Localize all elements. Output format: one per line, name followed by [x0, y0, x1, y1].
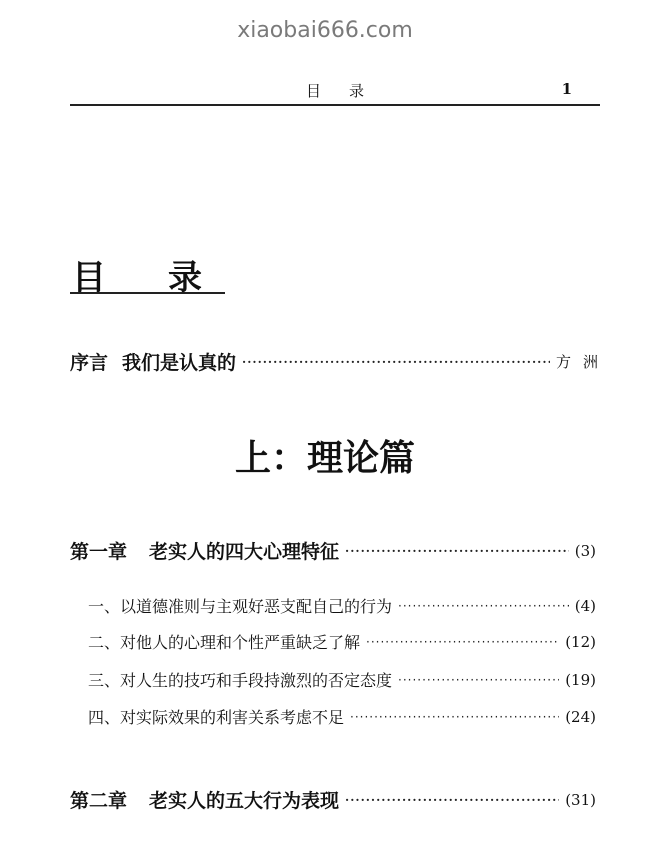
leader-dots	[242, 355, 550, 369]
chapter-page: (3)	[574, 541, 596, 560]
section-title: 四、对实际效果的利害关系考虑不足	[88, 708, 345, 727]
section-title: 三、对人生的技巧和手段持激烈的否定态度	[88, 671, 393, 690]
toc-entry-preface[interactable]	[70, 348, 610, 375]
part-title: 上：理论篇	[234, 438, 415, 479]
toc-heading: 目录	[72, 258, 264, 298]
section-page: (12)	[565, 632, 596, 651]
running-header-title: 目录	[305, 82, 392, 100]
preface-label: 序言	[70, 352, 109, 374]
section-page: (24)	[565, 707, 596, 726]
leader-dots	[350, 710, 559, 724]
leader-dots	[345, 544, 569, 558]
leader-dots	[366, 635, 559, 649]
toc-entry-section-4[interactable]	[88, 705, 596, 728]
chapter-label: 第一章	[70, 541, 128, 563]
chapter-label: 第二章	[70, 790, 128, 812]
watermark: xiaobai666.com	[237, 18, 413, 43]
section-page: (4)	[574, 596, 596, 615]
page-number: 1	[561, 80, 572, 98]
toc-entry-chapter-1[interactable]	[70, 537, 596, 564]
preface-title: 我们是认真的	[122, 352, 237, 374]
toc-entry-section-2[interactable]	[88, 630, 596, 653]
chapter-title: 老实人的四大心理特征	[149, 541, 340, 563]
section-title: 二、对他人的心理和个性严重缺乏了解	[88, 633, 361, 652]
chapter-title: 老实人的五大行为表现	[149, 790, 340, 812]
leader-dots	[398, 673, 559, 687]
leader-dots	[345, 793, 559, 807]
toc-entry-section-1[interactable]	[88, 594, 596, 617]
leader-dots	[398, 599, 569, 613]
running-header	[70, 80, 600, 106]
section-page: (19)	[565, 670, 596, 689]
section-title: 一、以道德准则与主观好恶支配自己的行为	[88, 597, 393, 616]
toc-entry-section-3[interactable]	[88, 668, 596, 691]
toc-entry-chapter-2[interactable]	[70, 786, 596, 813]
toc-heading-underline	[70, 292, 225, 294]
header-rule	[70, 104, 600, 106]
preface-author: 方洲	[555, 353, 610, 371]
chapter-page: (31)	[565, 790, 596, 809]
